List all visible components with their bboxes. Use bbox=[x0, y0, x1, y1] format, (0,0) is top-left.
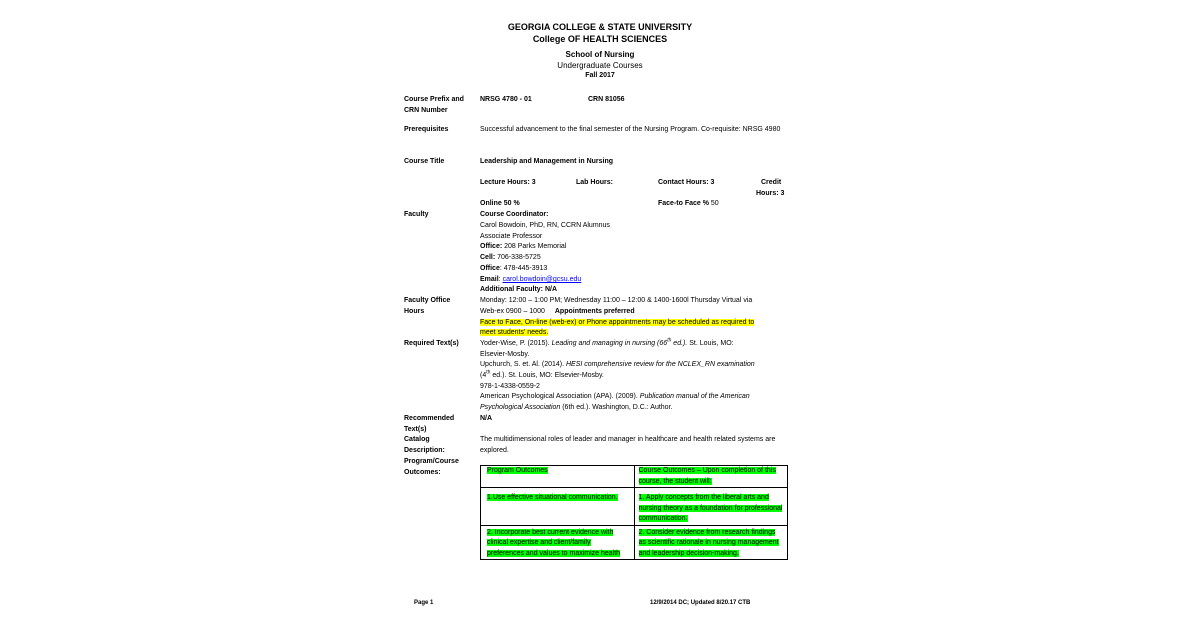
office-hours-label: Faculty Office Hours bbox=[404, 297, 451, 315]
credit-hours-line2: Hours: 3 bbox=[756, 190, 785, 197]
office-hours-line1: Monday: 12:00 – 1:00 PM; Wednesday 11:00 – 12:00 & 1400-1600l Thursday Virtual via bbox=[480, 297, 753, 304]
email-link[interactable]: carol.bowdoin@gcsu.edu bbox=[502, 276, 582, 283]
ref1-author: Yoder-Wise, P. (2015). bbox=[480, 340, 552, 347]
phone-label: Office bbox=[480, 265, 500, 272]
catalog-description-value: The multidimensional roles of leader and manager in healthcare and health related systems are explored. bbox=[480, 436, 776, 454]
ref2-title: HESI comprehensive review for the NCLEX_RN examination bbox=[566, 361, 755, 368]
course-outcome-cell bbox=[634, 488, 788, 526]
faculty-label: Faculty bbox=[404, 211, 429, 218]
text-ref-2-line1 bbox=[480, 359, 755, 370]
recommended-texts-label: Recommended Text(s) bbox=[404, 415, 455, 433]
program-outcome-1: 1.Use effective situational communication. bbox=[487, 494, 618, 501]
text-ref-1-line2: Elsevier-Mosby. bbox=[480, 351, 530, 358]
office-label: Office: bbox=[480, 243, 503, 250]
outcomes-row bbox=[481, 488, 788, 526]
program-outcome-cell bbox=[481, 525, 635, 560]
course-prefix-label: Course Prefix and CRN Number bbox=[404, 96, 464, 114]
course-title-value: Leadership and Management in Nursing bbox=[480, 158, 614, 165]
course-outcome-2: 2. Consider evidence from research findings as scientific rationale in nursing management and leadership decision-making. bbox=[638, 528, 779, 557]
faculty-phone bbox=[480, 263, 547, 274]
office-value: 208 Parks Memorial bbox=[502, 243, 567, 250]
course-prefix-value: NRSG 4780 - 01 bbox=[480, 96, 532, 103]
program-outcomes-header-cell bbox=[481, 466, 635, 488]
text-ref-isbn: 978-1-4338-0559-2 bbox=[480, 383, 540, 390]
recommended-texts-value: N/A bbox=[480, 415, 493, 422]
faculty-rank: Associate Professor bbox=[480, 233, 543, 240]
outcomes-table bbox=[480, 465, 788, 560]
coordinator-label: Course Coordinator: bbox=[480, 211, 549, 218]
lecture-hours: Lecture Hours: 3 bbox=[480, 179, 536, 186]
lab-hours: Lab Hours: bbox=[576, 179, 613, 186]
face-to-face-value: 50 bbox=[708, 200, 719, 207]
cell-value: 706-338-5725 bbox=[495, 254, 541, 261]
outcomes-label: Program/Course Outcomes: bbox=[404, 458, 459, 476]
catalog-description-label: Catalog Description: bbox=[404, 436, 445, 454]
ref3-title-cont: Psychological Association bbox=[480, 404, 561, 411]
ref3-rest: (6th ed.). Washington, D.C.: Author. bbox=[560, 404, 673, 411]
text-ref-3-line1 bbox=[480, 391, 750, 402]
course-outcomes-header-cell bbox=[634, 466, 788, 488]
email-separator: : bbox=[498, 276, 503, 283]
course-outcome-cell bbox=[634, 525, 788, 560]
course-title-label: Course Title bbox=[404, 158, 445, 165]
appointments-note-line1: Face to Face, On-line (web-ex) or Phone appointments may be scheduled as required to bbox=[480, 319, 755, 326]
online-percent: Online 50 % bbox=[480, 200, 520, 207]
ref2-ed-rest: ed.). St. Louis, MO: Elsevier-Mosby. bbox=[490, 372, 604, 379]
term: Fall 2017 bbox=[585, 72, 615, 79]
crn-value: CRN 81056 bbox=[588, 96, 625, 103]
credit-hours-line1: Credit bbox=[761, 179, 782, 186]
program-outcome-2: 2. Incorporate best current evidence with clinical expertise and client/family preferences and values to maximize health bbox=[487, 528, 621, 557]
ref1-title: Leading and managing in nursing (66 bbox=[551, 340, 668, 347]
faculty-office bbox=[480, 241, 566, 252]
ref3-title: Publication manual of the American bbox=[639, 393, 750, 400]
ref1-sup: th bbox=[667, 337, 672, 344]
ref3-author: American Psychological Association (APA). (2009). bbox=[480, 393, 640, 400]
course-level: Undergraduate Courses bbox=[557, 61, 643, 70]
ref1-ed: ed.). bbox=[671, 340, 688, 347]
cell-label: Cell: bbox=[480, 254, 496, 261]
faculty-name: Carol Bowdoin, PhD, RN, CCRN Alumnus bbox=[480, 222, 610, 229]
appointments-note-line2: meet students' needs. bbox=[480, 329, 549, 336]
contact-hours: Contact Hours: 3 bbox=[658, 179, 715, 186]
appointments-preferred: Appointments preferred bbox=[554, 308, 635, 315]
face-to-face-label: Face-to Face % bbox=[658, 200, 709, 207]
ref2-sup: th bbox=[486, 369, 491, 376]
university-name: GEORGIA COLLEGE & STATE UNIVERSITY bbox=[507, 22, 693, 32]
phone-value: : 478-445-3913 bbox=[499, 265, 548, 272]
program-outcomes-header: Program Outcomes bbox=[487, 467, 548, 474]
text-ref-3-line2 bbox=[480, 402, 672, 413]
course-outcomes-header: Course Outcomes – Upon completion of this course, the student will: bbox=[638, 467, 776, 485]
ref2-author: Upchurch, S. et. Al. (2014). bbox=[480, 361, 566, 368]
text-ref-1-line1 bbox=[480, 338, 734, 349]
text-ref-2-line2 bbox=[480, 370, 604, 381]
outcomes-header-row bbox=[481, 466, 788, 488]
footer-updated: 12/9/2014 DC; Updated 8/20.17 CTB bbox=[650, 600, 751, 606]
program-outcome-cell bbox=[481, 488, 635, 526]
email-label: Email bbox=[480, 276, 499, 283]
outcomes-row bbox=[481, 525, 788, 560]
course-outcome-1: 1. Apply concepts from the liberal arts and nursing theory as a foundation for professional communication. bbox=[638, 494, 783, 522]
office-hours-line2 bbox=[480, 306, 635, 317]
ref2-ed-open: (4 bbox=[480, 372, 487, 379]
office-hours-webex: Web-ex 0900 – 1000 bbox=[480, 308, 545, 315]
face-to-face-percent bbox=[658, 198, 719, 209]
footer-page-number: Page 1 bbox=[414, 600, 434, 606]
prerequisites-label: Prerequisites bbox=[404, 126, 449, 133]
additional-faculty: Additional Faculty: N/A bbox=[480, 286, 557, 293]
college-name: College OF HEALTH SCIENCES bbox=[532, 34, 668, 44]
school-name: School of Nursing bbox=[565, 50, 635, 59]
faculty-cell bbox=[480, 252, 541, 263]
office-hours-line4 bbox=[480, 327, 548, 338]
required-texts-label: Required Text(s) bbox=[404, 340, 459, 347]
prerequisites-value: Successful advancement to the final semester of the Nursing Program. Co-requisite: NRSG 4980 bbox=[480, 126, 781, 133]
ref1-place: St. Louis, MO: bbox=[687, 340, 734, 347]
